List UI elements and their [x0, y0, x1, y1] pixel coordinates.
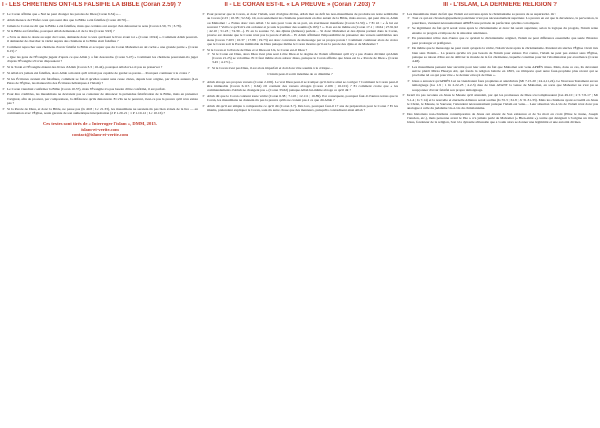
list-item: ➢ Allah dit que le Coran contient toute vérité (Coran 6.38 ; 7.145 ; 12.111 ; 16.89). Par conséquent, pourquoi faut-il d'autres textes que le Coran, les musulmans ne donnent-ils pas la preuve qu'ils ne croient pas à ce que dit Allah ?: [202, 94, 398, 103]
column-derniere-religion: [402, 2, 598, 424]
sub-list-item: ➢ Tout ce qui est chronologiquement postérieur n'est pas nécessairement supérieur. La preuve en est que la décadence, la perversion, la pourriture, viennent nécessairement APRÈS une période de perfection qu'elles corrompent.: [407, 16, 598, 25]
bullet-list: [2, 12, 198, 115]
list-item: [202, 48, 398, 71]
item-text: Les musulmans tirent du fait que l'islam est survenu après le christianisme sa preuve de sa supériorité. Or :: [407, 12, 557, 16]
document-page: [2, 2, 598, 424]
dilemma-line: L'islam peut-il sortir indemne de ce dilemme ?: [267, 72, 333, 77]
list-item: ➢ Si la Parole de Dieu, et donc la Bible, ne passe pas (Is 40.8 ; Lc 21.33), les musulmans ne seraient-ils pas bien avisés de la lire — en communion avec l'Église, seule garante de son authentique interprétation (2 P 1.20-21 ; 1 P 1.10-12 ; Lc 10.16) ?: [2, 107, 198, 116]
list-item: ➢ « Si tu as dans le doute au sujet du Coran, demande donc à ceux qui lisent le livre avant toi » (Coran 10.94) ». Comment Allah pourrait-il demander de chercher la vérité auprès des chrétiens si la Bible était falsifiée ?: [2, 35, 198, 44]
list-item: ➢ « Que les gens de l'Évangile jugent d'après ce que Allah y a fait descendre. (Coran 5.47) » Comment les chrétiens pourraient-ils juger d'après l'Évangile s'il n'en disposaient ?: [2, 55, 198, 64]
source-citation: Ces textes sont tirés de « Interroger l'islam », DMM, 2015.: [42, 121, 157, 126]
list-item: ➢ Le Coran affirme que « Nul ne peut changer les paroles de Dieu (Coran 6.34) »…: [2, 12, 198, 16]
column-title: III - L'ISLAM, LA DERNIÈRE RELIGION ?: [443, 2, 557, 8]
sub-list-item: ➢ Jésus a annoncé qu'APRÈS Lui ne viendraient faux prophètes et antéchrists (Mt 7.15-20 ; 24.4,11,24). Le Nouveau Testament est un témoignage (Ga 1.9 ; 1 Jn 2.22-23 ; 4.2-3) date de bien AVANT la venue de Mahomet, en sorte que Mahomet ne s'est pu se soupçonner d'avoir falsifié son propre témoignage.: [407, 79, 598, 92]
list-item: ➢ Pour être crédibles, les musulmans ne devraient pas se contenter de dénoncer la prétendue falsification de la Bible, mais en présenter l'original, afin de prouver, par comparaison, la différence qu'ils dénoncent. Et s'ils ne le peuvent, n'est-ce pas la preuve qu'il n'en existe pas ?: [2, 92, 198, 105]
list-item: [402, 12, 598, 92]
bullet-list: [202, 12, 398, 70]
contact-email[interactable]: contact@islam-et-verite.com: [71, 132, 129, 138]
list-item: ➢ Allah dit qu'il est simple à comprendre ce qu'il dit (Coran 3.7). Dès lors, pourquoi faut-il 17 ans de préparation pour le Coran ? Et les imams, prétendant expliquer le Coran, sont-ils autre chose que des menteurs, puisqu'ils contredisent ainsi Allah ?: [202, 104, 398, 113]
item-text: Si le Coran et la Parole de Dieu et si Dieu est Un, le Coran est-il Dieu ?: [207, 47, 308, 52]
sub-list-item: ➢ Se légitimant du fait qu'il serait venu après le christianisme et donc lui serait supérieur, selon la logique du progrès, l'islam renie ensuite ce progrès et impose de la situation antérieure.: [407, 26, 598, 35]
bullet-list: [402, 12, 598, 125]
list-item: ➢ Allah abroge ses propres versets (Coran 2.106). Le vrai Dieu peut-il se tromper qu'il doive ainsi se corriger ? Comment le Coran peut-il être immuable (Coran 6.115 ; 6.64) s'il contient des versets abrogés (Coran 2.106 ; 16.101) ? Et comment croire que « les commandements d'Allah ne changent pas » (Coran 33.62) puisque Allah lui-même abroge ce qu'il dit ?: [202, 80, 398, 93]
bullet-list: [202, 80, 398, 113]
list-item: ➢ Si la Bible est falsifiée, pourquoi Allah demande-t-il de la lire (Coran 3.93) ?: [2, 29, 198, 33]
sub-list-item: ➢ De même que le mensonge ne peut venir qu'après la vérité, l'islam vient après le christianisme. Pendant six siècles l'Église vivait très bien sans l'islam… La preuve qu'elle n'a pas besoin de l'islam pour exister. Par contre, l'islam ne peut pas exister sans l'Église, puisque sa raison d'être est de délivrer le monde de la foi chrétienne, laquelle constitue pour lui l'abomination par excellence (Coran 4.48).: [407, 46, 598, 63]
list-item: ➢ Allah menace de l'Enfer ceux qui osent dire que la Bible a été falsifiée (Coran 40.70)…: [2, 18, 198, 22]
list-item: ➢ Comment reprocher aux chrétiens d'avoir falsifié la Bible et accepter que du Coran Mahomet en ait caché « une grande partie » (Coran 6.15) ?: [2, 45, 198, 54]
source-footer: [2, 121, 198, 138]
sub-list: [407, 16, 598, 92]
list-item: ➢ Des historiens non-chrétiens contemporains de Jésus ont attesté de Son existence et de Sa mort en croix (Pline le Jeune, Joseph l'Ancien, etc.), mais personne avant le IXe s. n'a jamais parlé de Mahomet (« Bien-aimé »), terme qui désignait à l'origine un titre de Jésus, fondateur de la religion, l'est à la dynastie abbasside que a voulu alors se donner une légitimité et une autorité divines.: [402, 112, 598, 125]
sub-list-item: ➢ Si le Coran est Dieu, alors Dieu n'est plus seul à être Dieu et le dogme de l'islam affirmant qu'il n'y a pas d'autre divinité qu'Allah (Coran 21.25) se volatilise. Et il faut même alors adorer Jésus, puisque le Coran affirme que Jésus est la « Parole de Dieu » (Coran 3.45 ; 4.171)…: [207, 52, 398, 65]
column-title: II - LE CORAN EST-IL « LA PREUVE » (Coran 7.203) ?: [224, 2, 376, 8]
sub-list-item: ➢ Si le Coran n'est pas Dieu, il est alors imparfait et doit donc être soumis à la critique…: [207, 66, 398, 70]
list-item: ➢ Si les Écritures avaient été falsifiées, comment se fait-il qu'elles soient sans cesse citées, depuis leur origine, par divers auteurs (Les Pères de l'Église, les manuscrits des Écritures hébraïques à l'Islam) ?: [2, 77, 198, 86]
sub-list: [207, 52, 398, 71]
sub-list-item: ➢ Les musulmans pensent leur sécurité pour leur salut du fait que Mahomet soit venu APRÈS Jésus. Mais, dans ce cas, ils devraient suivre plutôt Mirza Husayn Ali, qui fonda la religion baha'ie en 1863, ou n'importe quel autre faux-prophète plus récent qui se proclame tel ou qui pour être « le dernier envoyé de Dieu ».: [407, 65, 598, 78]
sub-list-item: ➢ En prétendant n'être rien d'autre que ce qu'était le christianisme originel, l'islam ne peut différence essentielle que seule l'histoire peut prolonger et préfigurer.: [407, 36, 598, 45]
list-item: ➢ Israël n'a pas reconnu en Jésus le Messie qu'il attendait, par qui les promesses de Dieu s'accomplissaient (Gn 49.10 ; 2 S 7.8-17 ; Mt 5.1-4 ; Is 7.14) et la nouvelle et éternelle Alliance serait scellée (Is 55.3 ; 61.8 ; Jr 31.31-33). Mais les chrétiens ayant accueilli en Jésus le Christ, le Messie, le Sauveur, l'attendent nécessairement puisque l'islam est venu… Leur situation vis-à-vis de l'islam n'est donc pas analogue à celle du judaïsme vis-à-vis du christianisme.: [402, 93, 598, 110]
website-link[interactable]: islam-et-verite.com: [81, 126, 119, 132]
list-item: ➢ Jamais le Coran ne dit que la Bible a été falsifiée, mais que certains ont essayé d'en détourner le sens (Coran 2.59, 75 ; 3.78).: [2, 24, 198, 28]
list-item: ➢ Si la Torah et l'Évangile étaient des livres d'Allah (Coran 3.3 ; 16.44), pourquoi Allah n'a-t-il pas su préserver ?: [2, 65, 198, 69]
column-coran-preuve: [202, 2, 398, 424]
list-item: ➢ Le Coran viendrait confirmer la Bible (Coran 10.37), mais l'Évangile n'a pas besoin d'être confirmé, il est parfait.: [2, 87, 198, 91]
column-title: I - LES CHRÉTIENS ONT-ILS FALSIFIÉ LA BIBLE (Coran 2.59) ?: [2, 2, 182, 8]
list-item: ➢ Si Allah n'a jamais été falsifiés, alors Allah a montré qu'il n'était pas capable de garder sa parole… Pourquoi continuer à le croire ?: [2, 71, 198, 75]
list-item: ➢ Pour prouver que le Coran, et donc l'islam, sont d'origine divine, Allah met au défi les non-musulmans de produire un texte semblable au Coran (2.23 ; 10.38 ; 52.34). Or, non seulement les chrétiens pourraient en dire autant de la Bible, mais encore, qui peut dire si, Allah ou Mahomet : « Faites donc vers Allah ! Je suis pour vous de sa part, un avertisseur manifeste (Coran 51.50) » ? Et ici : « À lui est souvent ? Voilà ce qu'il m'a été ordonné et je suis le premier des soumis (6.163) ? ». Il en est de même en (Coran 17.1 ; 19.64 ; 27.91,92 ; 42.10 ; 51.23 ; 74.30…). Et en la sourate 72, des djinns (démons) parlent… Si donc Mahomet et des djinns parlent dans le Coran, prouve est donnée que le Coran n'est pas la parole d'Allah… Et Allah affirmant l'impossibilité de présenter des versets semblables aux siens (Coran 7.203 ; 10.37 ; 17.88 ; 19.73) est donc convaincu de mensonge par sa propre parole ! Comment continuer alors de croire que le Coran soit la Parole inimitable de Dieu puisque même le Coran montre qu'il est la parole des djins et de Mahomet ?: [202, 12, 398, 46]
column-falsification: [2, 2, 198, 424]
